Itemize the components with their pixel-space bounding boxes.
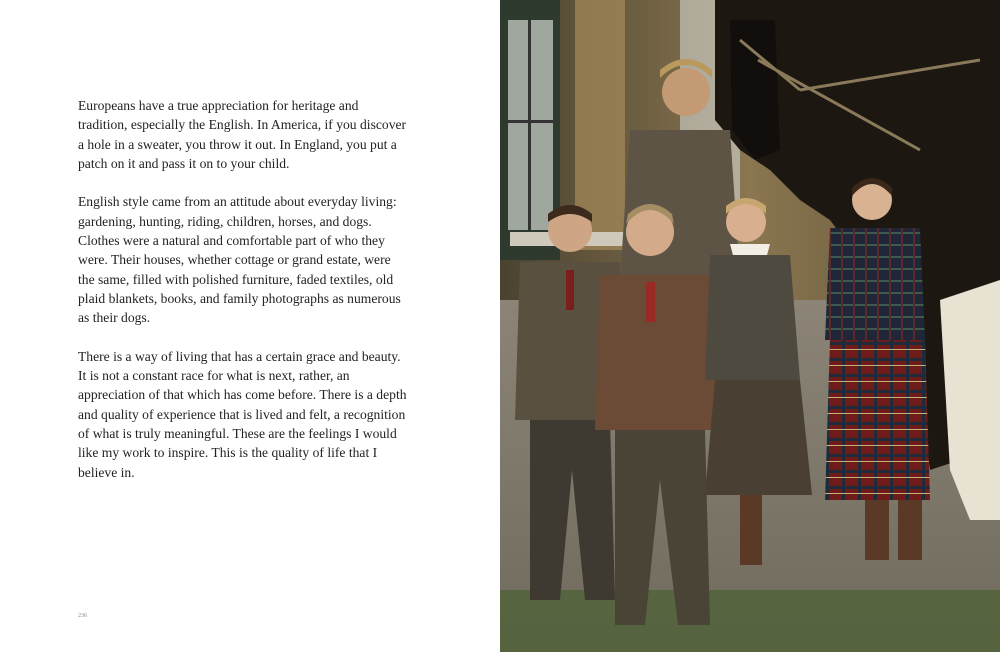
girl-tartan-skirt [825, 340, 930, 500]
paragraph-2: English style came from an attitude about everyday living: gardening, hunting, riding, children, horses, and dogs. Clothes were a natural and comfortable part of who they were. Their houses, whether cottage or grand estate, were the same, filled with polished furniture, faded textiles, old plaid blankets, books, and family photographs as numerous as their dogs. [78, 194, 401, 326]
paragraph-1: Europeans have a true appreciation for heritage and tradition, especially the English. In America, if you discover a hole in a sweater, you throw it out. In England, you put a patch on it and pass it on to your child. [78, 98, 407, 171]
family-with-horse-photo [500, 0, 1000, 652]
girl-tweed-skirt [705, 380, 812, 495]
paragraph-3: There is a way of living that has a certain grace and beauty. It is not a constant race for what is next, rather, an appreciation of that which has come before. There is a depth and quality of experience that is lived and felt, a recognition of what is truly meaningful. These are the feelings I would like my work to inspire. This is the quality of life that I believe in. [78, 348, 407, 480]
girl-tartan-jacket [825, 228, 925, 340]
boy-center-tie [646, 282, 655, 322]
grass [500, 590, 1000, 652]
father-head [662, 68, 710, 116]
page-number: 236 [78, 613, 87, 619]
body-text [78, 96, 408, 501]
girl-tweed-boots [740, 495, 762, 565]
girl-tweed-jacket [705, 255, 800, 380]
boy-left-tie [566, 270, 574, 310]
girl-tartan-boots [865, 500, 889, 560]
boy-center-jacket [595, 275, 720, 430]
photograph [500, 0, 1000, 652]
